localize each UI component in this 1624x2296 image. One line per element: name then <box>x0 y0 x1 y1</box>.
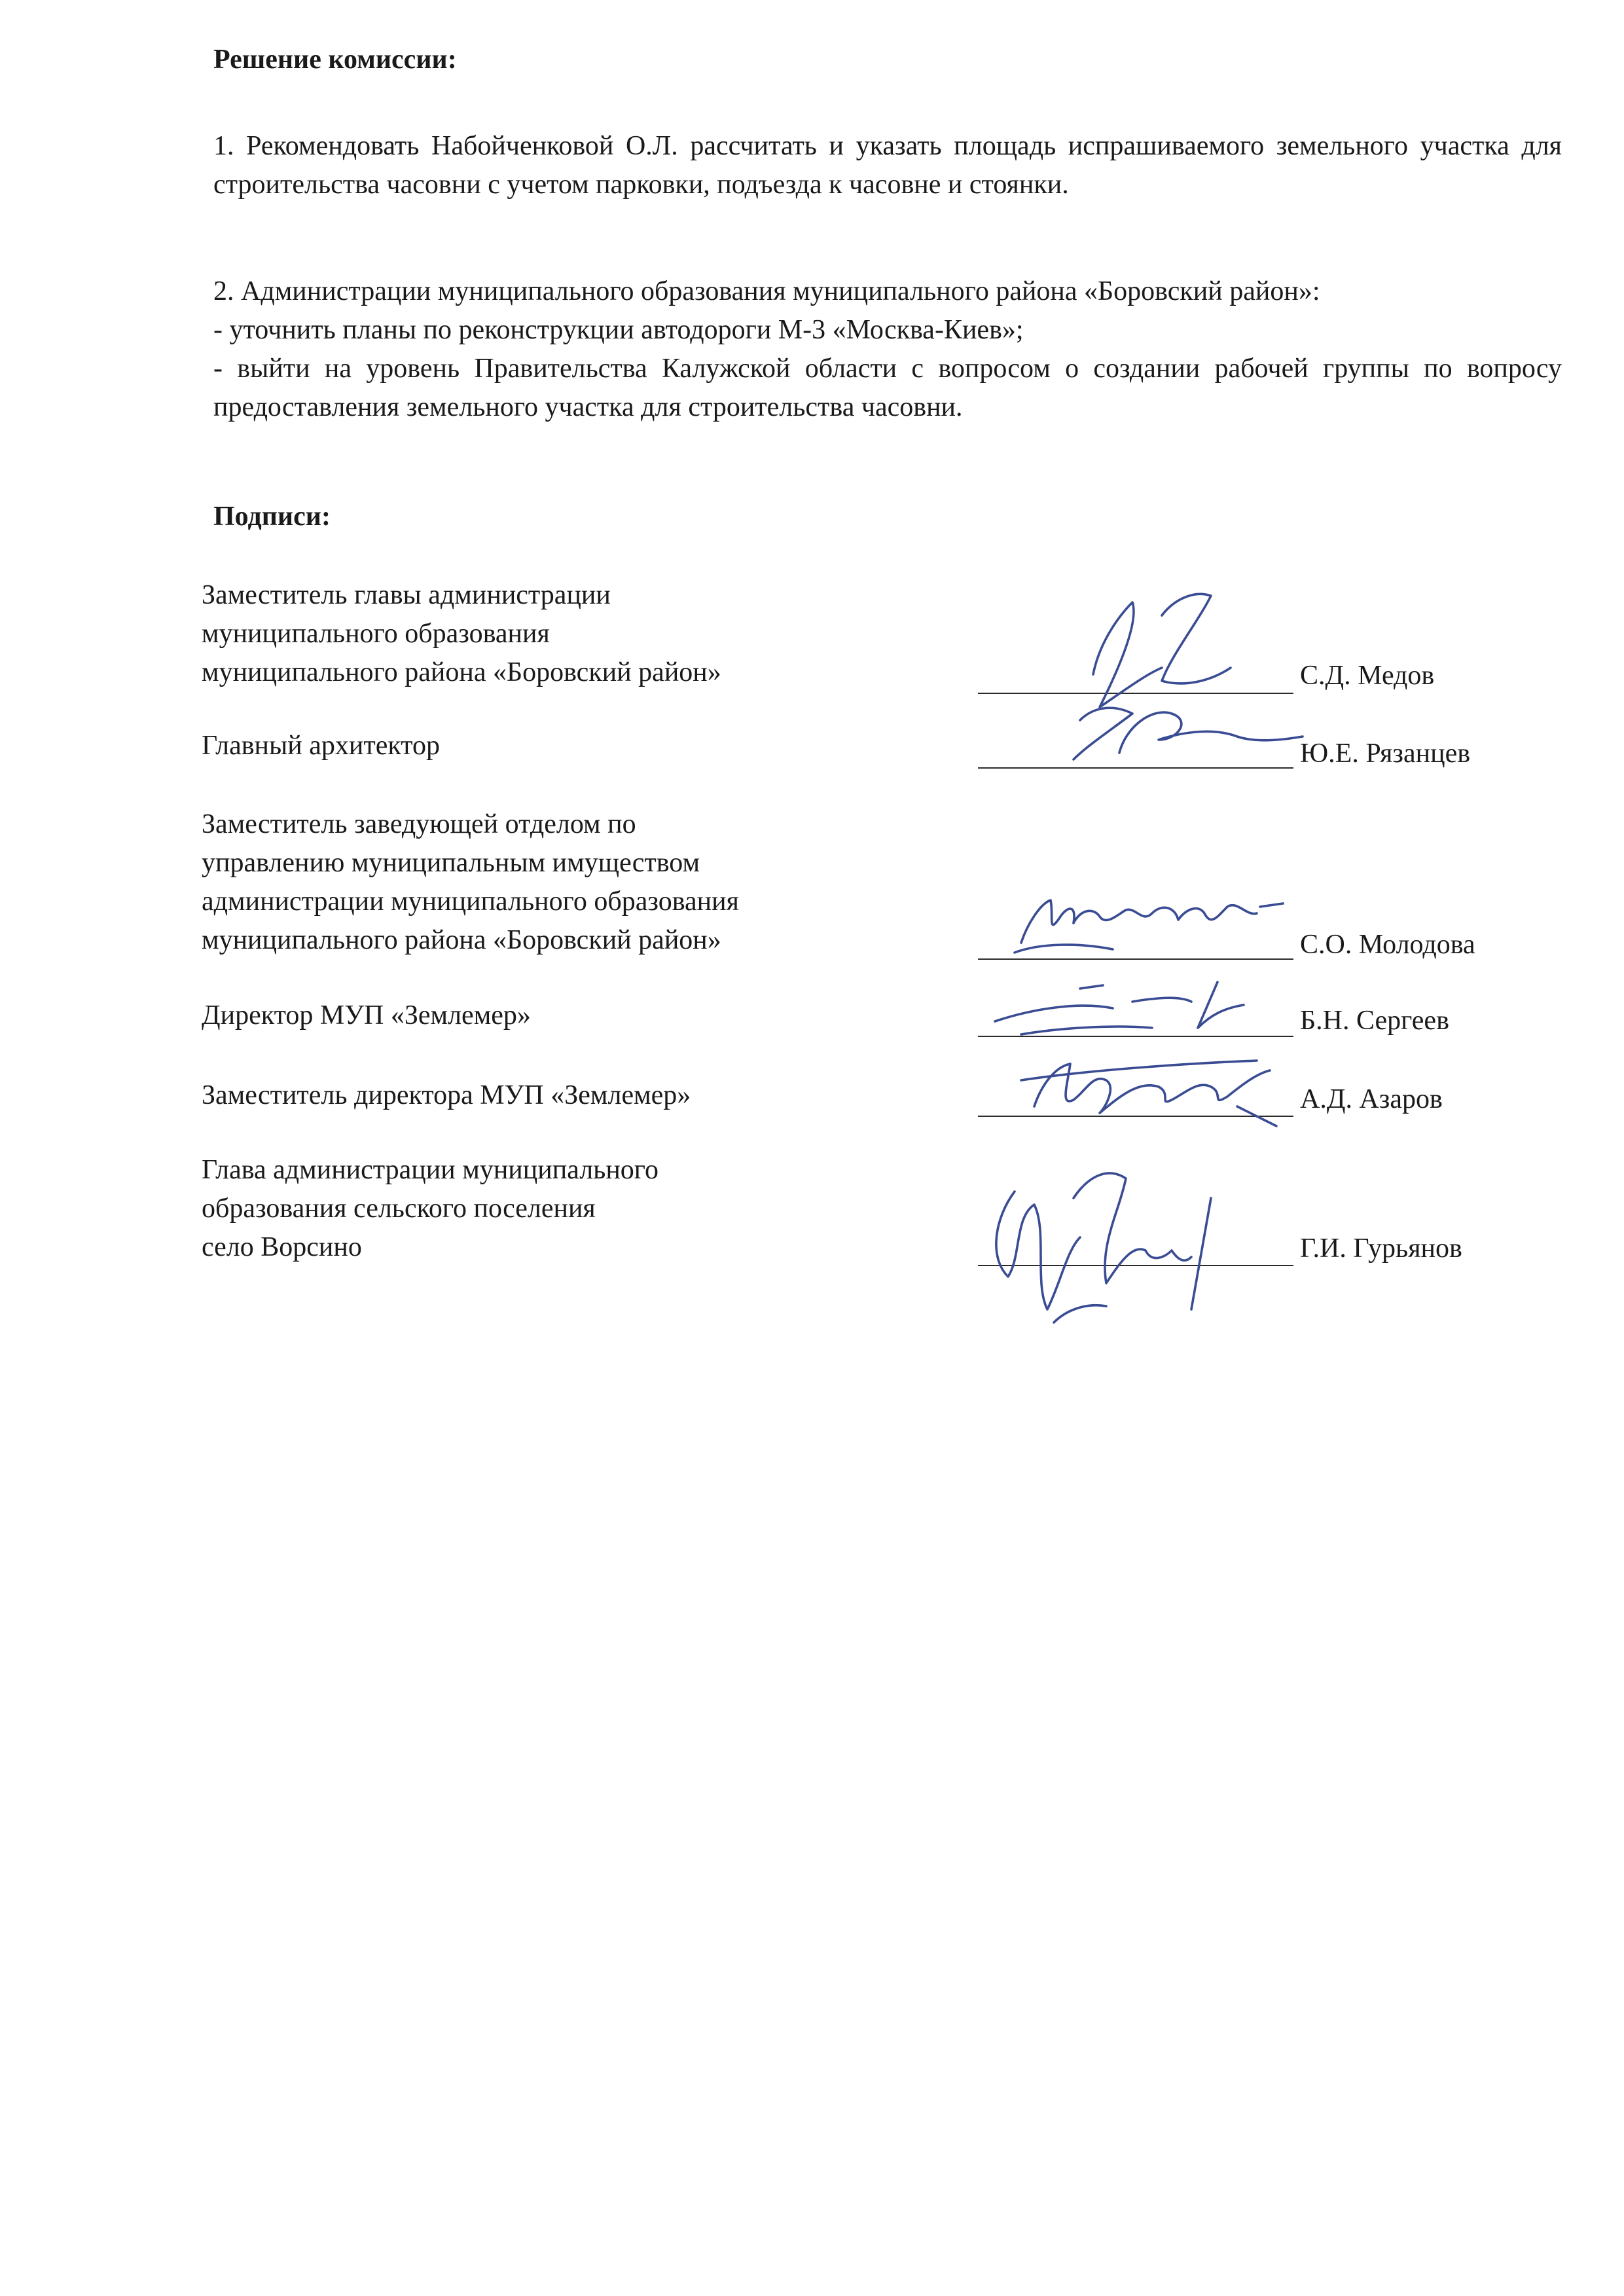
position-line: Заместитель главы администрации <box>202 580 611 610</box>
position-line: Заместитель заведующей отделом по <box>202 809 636 839</box>
decision-item-2-intro: 2. Администрации муниципального образования муниципального района «Боровский район»: <box>213 276 1320 306</box>
signatory-name: Ю.Е. Рязанцев <box>1300 738 1471 769</box>
handwritten-signature <box>1008 1034 1309 1139</box>
decision-heading: Решение комиссии: <box>213 45 457 75</box>
signatures-heading: Подписи: <box>213 501 331 532</box>
signatory-position <box>202 805 739 960</box>
position-line: управлению муниципальным имуществом <box>202 848 700 878</box>
position-line: Главный архитектор <box>202 731 440 761</box>
position-line: муниципального образования <box>202 619 550 649</box>
position-line: муниципального района «Боровский район» <box>202 657 721 687</box>
position-line: администрации муниципального образования <box>202 886 739 917</box>
position-line: село Ворсино <box>202 1232 362 1262</box>
decision-item-2-bullet: - уточнить планы по реконструкции автодороги М-3 «Москва-Киев»; <box>213 315 1024 345</box>
position-line: Директор МУП «Землемер» <box>202 1000 531 1030</box>
signatory-position <box>202 1076 691 1115</box>
handwritten-signature <box>975 1152 1250 1349</box>
signatory-position <box>202 1151 659 1267</box>
signatory-name: А.Д. Азаров <box>1300 1084 1443 1114</box>
position-line: образования сельского поселения <box>202 1194 596 1224</box>
handwritten-signature <box>1001 877 1303 969</box>
signatory-name: Г.И. Гурьянов <box>1300 1233 1462 1264</box>
position-line: Глава администрации муниципального <box>202 1155 659 1185</box>
signatory-position <box>202 996 531 1035</box>
signatory-position <box>202 576 721 692</box>
signatory-name: С.О. Молодова <box>1300 930 1475 960</box>
decision-item-2-bullet: - выйти на уровень Правительства Калужской области с вопросом о создании рабочей группы по вопросу предоставления земельного участка для строительства часовни. <box>213 354 1562 422</box>
signatory-name: С.Д. Медов <box>1300 661 1435 691</box>
position-line: Заместитель директора МУП «Землемер» <box>202 1080 691 1110</box>
decision-item-1: 1. Рекомендовать Набойченковой О.Л. рассчитать и указать площадь испрашиваемого земельного участка для строительства часовни с учетом парковки, подъезда к часовне и стоянки. <box>213 131 1562 200</box>
handwritten-signature <box>1021 576 1309 786</box>
signatory-name: Б.Н. Сергеев <box>1300 1006 1449 1036</box>
position-line: муниципального района «Боровский район» <box>202 925 721 955</box>
signatory-position <box>202 727 440 765</box>
